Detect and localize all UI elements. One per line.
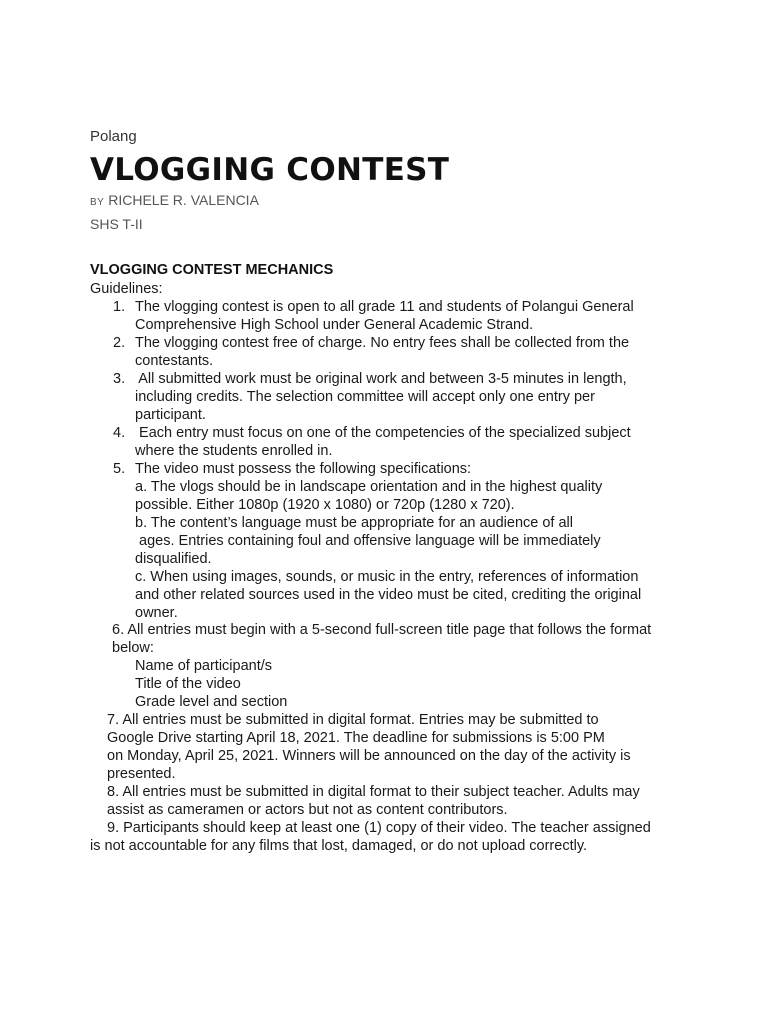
- by-prefix: BY: [90, 197, 105, 208]
- item-text-continued: presented.: [107, 766, 176, 782]
- sub-item-5c: c. When using images, sounds, or music in the entry, references of information: [135, 569, 639, 585]
- sub-item-text-continued: disqualified.: [135, 551, 212, 567]
- byline: [90, 192, 259, 208]
- item-text-continued: contestants.: [135, 353, 214, 369]
- item-text: The video must possess the following specifications:: [135, 461, 472, 477]
- item-number: 4.: [113, 425, 126, 441]
- item-text: All submitted work must be original work and between 3-5 minutes in length,: [135, 371, 627, 387]
- guideline-item-5: [113, 460, 471, 478]
- item-text: The vlogging contest free of charge. No entry fees shall be collected from the: [135, 335, 630, 351]
- item-text-continued: where the students enrolled in.: [135, 443, 333, 459]
- item-text-continued: including credits. The selection committee will accept only one entry per: [135, 389, 595, 405]
- item-text-continued: Comprehensive High School under General Academic Strand.: [135, 317, 534, 333]
- guideline-item-3: [113, 370, 627, 388]
- mechanics-heading: VLOGGING CONTEST MECHANICS: [90, 262, 334, 278]
- item-text: Each entry must focus on one of the competencies of the specialized subject: [135, 425, 631, 441]
- item-text: The vlogging contest is open to all grade 11 and students of Polangui General: [135, 299, 634, 315]
- sub-item-5b: b. The content’s language must be appropriate for an audience of all: [135, 515, 573, 531]
- document-title: VLOGGING CONTEST: [90, 152, 450, 188]
- format-line-grade: Grade level and section: [135, 694, 288, 710]
- guideline-item-1: [113, 298, 634, 316]
- sub-item-5a: a. The vlogs should be in landscape orientation and in the highest quality: [135, 479, 603, 495]
- item-number: 3.: [113, 371, 126, 387]
- item-text-continued: below:: [112, 640, 154, 656]
- guideline-item-6: 6. All entries must begin with a 5-second full-screen title page that follows the format: [112, 622, 652, 638]
- format-line-title: Title of the video: [135, 676, 241, 692]
- guideline-item-4: [113, 424, 631, 442]
- format-line-participant: Name of participant/s: [135, 658, 273, 674]
- author-name: RICHELE R. VALENCIA: [104, 192, 259, 208]
- item-number: 2.: [113, 335, 126, 351]
- item-number: 5.: [113, 461, 126, 477]
- item-number: 1.: [113, 299, 126, 315]
- item-text-continued: participant.: [135, 407, 206, 423]
- sub-item-text-continued: owner.: [135, 605, 178, 621]
- school-name: Polang: [90, 128, 137, 145]
- item-text-continued: assist as cameramen or actors but not as content contributors.: [107, 802, 508, 818]
- guideline-item-7: 7. All entries must be submitted in digital format. Entries may be submitted to: [107, 712, 599, 728]
- guideline-item-8: 8. All entries must be submitted in digital format to their subject teacher. Adults may: [107, 784, 640, 800]
- item-text-continued: Google Drive starting April 18, 2021. The deadline for submissions is 5:00 PM: [107, 730, 605, 746]
- item-text-continued: on Monday, April 25, 2021. Winners will be announced on the day of the activity is: [107, 748, 631, 764]
- guidelines-label: Guidelines:: [90, 281, 163, 297]
- sub-item-text-continued: and other related sources used in the video must be cited, crediting the original: [135, 587, 642, 603]
- item-text-continued: is not accountable for any films that lost, damaged, or do not upload correctly.: [90, 838, 588, 854]
- sub-item-text-continued: ages. Entries containing foul and offensive language will be immediately: [135, 533, 601, 549]
- sub-item-text-continued: possible. Either 1080p (1920 x 1080) or 720p (1280 x 720).: [135, 497, 515, 513]
- section-label: SHS T-II: [90, 216, 143, 232]
- guideline-item-2: [113, 334, 629, 352]
- guideline-item-9: 9. Participants should keep at least one (1) copy of their video. The teacher assigned: [107, 820, 651, 836]
